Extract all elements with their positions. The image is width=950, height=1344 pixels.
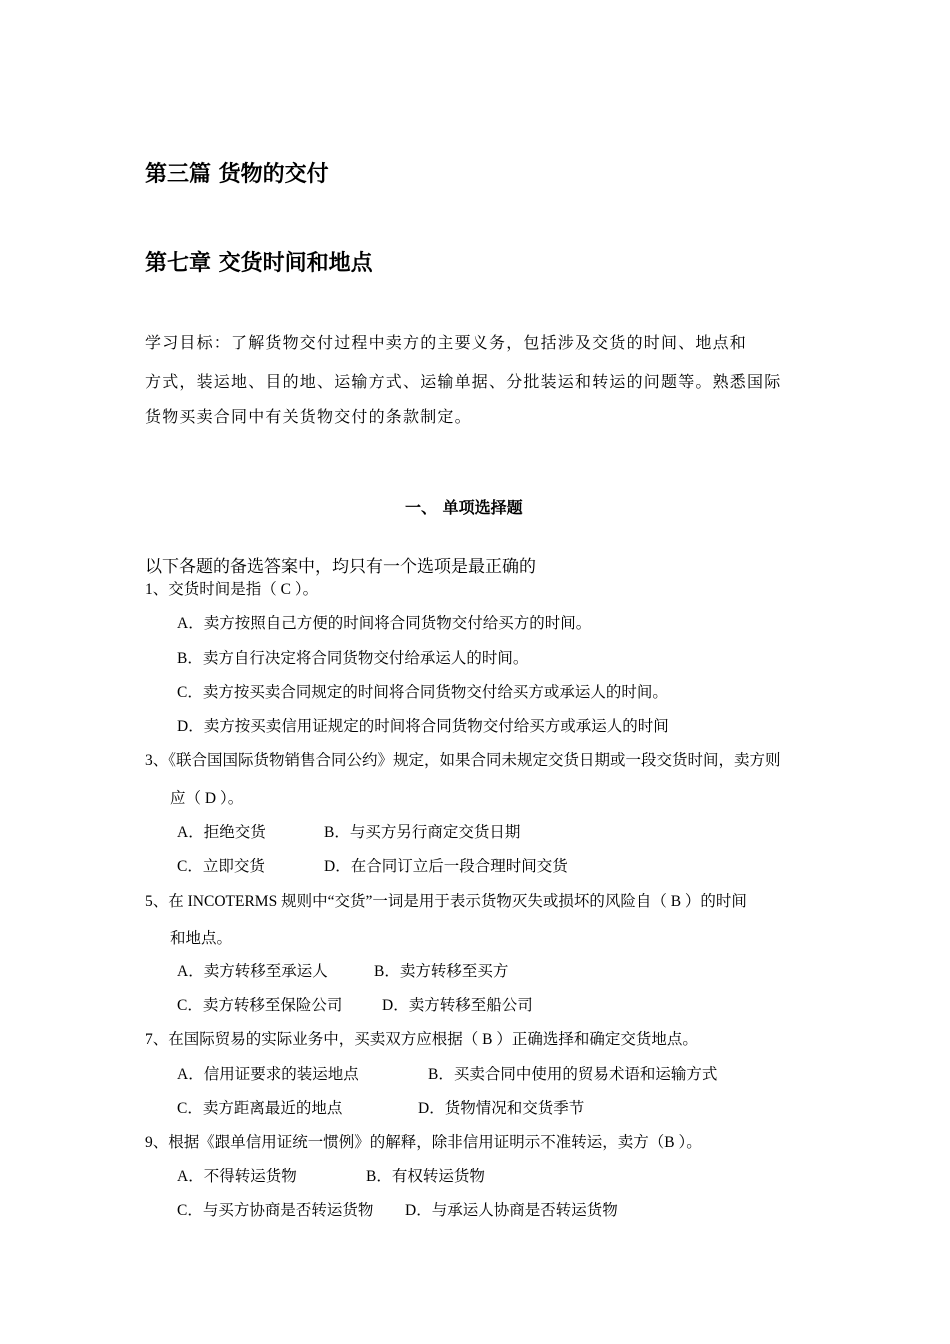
question-option: C．卖方按买卖合同规定的时间将合同货物交付给买方或承运人的时间。 — [177, 684, 668, 701]
question-stem-continuation: 和地点。 — [170, 930, 233, 947]
question-stem-continuation: 应（ D ）。 — [170, 790, 244, 807]
question-option: B．买卖合同中使用的贸易术语和运输方式 — [428, 1066, 718, 1083]
question-option: C．与买方协商是否转运货物 — [177, 1202, 374, 1219]
question-option: D．卖方按买卖信用证规定的时间将合同货物交付给买方或承运人的时间 — [177, 718, 669, 735]
question-option: A．卖方按照自己方便的时间将合同货物交付给买方的时间。 — [177, 615, 592, 632]
section-title: 一、 单项选择题 — [405, 498, 523, 517]
question-stem: 9、根据《跟单信用证统一惯例》的解释，除非信用证明示不准转运，卖方（B ）。 — [145, 1134, 702, 1151]
question-option: B．有权转运货物 — [366, 1168, 485, 1185]
question-option: D．货物情况和交货季节 — [418, 1100, 585, 1117]
question-option: B．卖方转移至买方 — [374, 963, 509, 980]
question-option: C．立即交货 — [177, 858, 265, 875]
chapter-title: 第七章 交货时间和地点 — [145, 251, 373, 276]
objectives-line: 学习目标：了解货物交付过程中卖方的主要义务，包括涉及交货的时间、地点和 — [145, 333, 748, 352]
question-option: D．与承运人协商是否转运货物 — [405, 1202, 618, 1219]
question-option: A．不得转运货物 — [177, 1168, 297, 1185]
question-option: B．卖方自行决定将合同货物交付给承运人的时间。 — [177, 650, 529, 667]
question-option: D．在合同订立后一段合理时间交货 — [324, 858, 568, 875]
question-stem: 1、交货时间是指（ C ）。 — [145, 581, 319, 598]
question-option: B．与买方另行商定交货日期 — [324, 824, 521, 841]
question-option: C．卖方距离最近的地点 — [177, 1100, 343, 1117]
question-stem: 7、在国际贸易的实际业务中，买卖双方应根据（ B ）正确选择和确定交货地点。 — [145, 1031, 698, 1048]
question-option: A．拒绝交货 — [177, 824, 266, 841]
question-stem: 3、《联合国国际货物销售合同公约》规定，如果合同未规定交货日期或一段交货时间，卖方则 — [145, 752, 781, 769]
objectives-line: 货物买卖合同中有关货物交付的条款制定。 — [145, 407, 472, 426]
question-option: C．卖方转移至保险公司 — [177, 997, 343, 1014]
question-option: A．信用证要求的装运地点 — [177, 1066, 359, 1083]
question-option: D．卖方转移至船公司 — [382, 997, 533, 1014]
question-stem: 5、在 INCOTERMS 规则中“交货”一词是用于表示货物灭失或损坏的风险自（ B ）的时间 — [145, 893, 747, 910]
instructions: 以下各题的备选答案中，均只有一个选项是最正确的 — [145, 557, 536, 577]
question-option: A．卖方转移至承运人 — [177, 963, 328, 980]
objectives-line: 方式，装运地、目的地、运输方式、运输单据、分批装运和转运的问题等。熟悉国际 — [145, 372, 782, 391]
part-title: 第三篇 货物的交付 — [145, 162, 329, 187]
